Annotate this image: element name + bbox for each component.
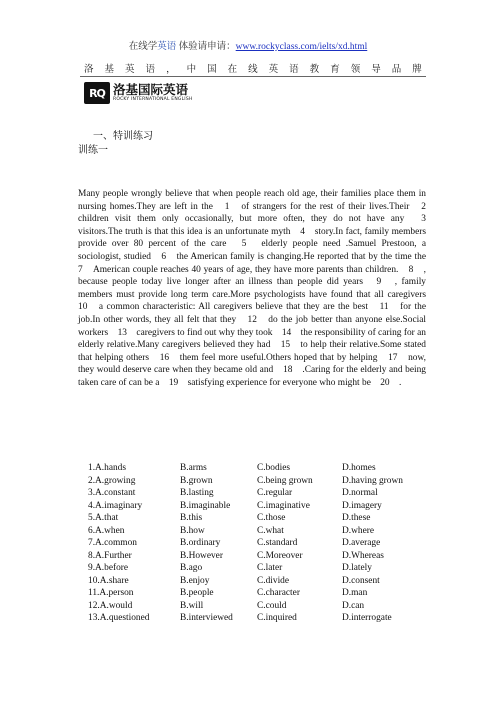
slogan-char: 语 [145,65,156,75]
slogan-char: 中 [186,65,197,75]
option-a: 8.A.Further [88,550,132,561]
option-a: 12.A.would [88,600,133,611]
option-b: B.how [180,525,205,536]
option-d: D.can [342,600,365,611]
option-d: D.these [342,513,371,523]
slogan-char: 基 [104,65,115,75]
option-b: B.this [180,513,203,523]
option-b: B.ordinary [180,538,221,548]
option-d: D.interrogate [342,613,392,623]
option-b: B.will [180,600,204,611]
option-a: 9.A.before [88,563,129,573]
logo-brand-name: 洛基国际英语 [113,81,189,97]
option-b: B.people [180,588,214,598]
promo-url-link[interactable]: www.rockyclass.com/ielts/xd.html [235,42,368,52]
slogan-char: 育 [330,65,340,75]
option-c: C.bodies [257,463,291,473]
option-c: C.later [257,563,283,573]
option-c: C.standard [257,538,298,548]
option-d: D.having grown [342,475,403,486]
option-d: D.man [342,588,368,598]
option-d: D.lately [342,563,372,573]
option-b: B.arms [180,463,207,473]
option-a: 13.A.questioned [88,613,150,623]
slogan-char: 教 [309,65,320,75]
option-b: B.lasting [180,488,214,498]
slogan-char: 线 [248,65,258,75]
option-a: 10.A.share [88,575,129,586]
brand-slogan [84,61,422,75]
option-c: C.inquired [257,613,297,623]
option-a: 3.A.constant [88,488,136,498]
section-title: 一、特训练习 [93,131,153,142]
cloze-passage: Many people wrongly believe that when people reach old age, their families place them in nursing homes.They are left in the 1 of strangers for the rest of their lives.Their 2 children visit them only occasionally, but more often, they do not have any 3 visitors.The truth is that this idea is an unfortunate myth 4 story.In fact, family members provide over 80 percent of the care 5 elderly people need .Samuel Prestoon, a sociologist, studied 6 the American family is changing.He reported that by the time the 7 American couple reaches 40 years of age, they have more parents than children. 8 , because people today live longer after an illness than people did years 9 , family members must provide long term care.More psychologists have found that all caregivers 10 a common characteristic: All caregivers believe that they are the best 11 for the job.In other words, they all felt that they 12 do the job better than anyone else.Social workers 13 caregivers to find out why they took 14 the responsibility of caring for an elderly relative.Many caregivers believed they had 15 to help their relative.Some stated that helping others 16 them feel more useful.Others hoped that by helping 17 now, they would deserve care when they became old and 18 .Caring for the elderly and being taken care of can be a 19 satisfying experience for everyone who might be 20 . [78,189,436,388]
slogan-char: 领 [350,65,361,75]
option-a: 2.A.growing [88,475,136,486]
option-d: D.where [342,525,375,536]
logo-brand-english: ROCKY INTERNATIONAL ENGLISH [113,97,193,102]
slogan-char: 语 [289,65,299,75]
option-d: D.consent [342,575,380,586]
option-c: C.those [257,513,286,523]
header-divider [80,76,426,77]
option-a: 4.A.imaginary [88,500,143,511]
option-a: 7.A.common [88,538,137,548]
slogan-char: 在 [227,65,238,75]
slogan-char: 品 [391,65,402,75]
option-b: B.grown [180,475,213,486]
option-d: D.imagery [342,500,382,511]
promo-prefix: 在线学 [128,42,158,52]
slogan-char: 牌 [412,65,422,75]
promo-english: 英语 [157,42,177,52]
option-c: C.could [257,600,287,611]
option-a: 6.A.when [88,525,125,536]
option-c: C.regular [257,488,293,498]
rocky-logo [84,80,194,106]
option-b: B.interviewed [180,613,233,623]
slogan-char: 英 [125,65,135,75]
option-c: C.being grown [257,475,313,486]
slogan-char: 英 [268,65,279,75]
site-promo-line [0,38,496,52]
option-c: C.what [257,525,284,536]
option-d: D.homes [342,463,376,473]
option-a: 11.A.person [88,588,134,598]
option-a: 5.A.that [88,513,119,523]
slogan-char: 导 [371,65,381,75]
option-c: C.divide [257,575,290,586]
option-b: B.However [180,550,223,561]
option-c: C.Moreover [257,550,303,561]
logo-mark-icon: RQ [84,82,110,104]
option-d: D.normal [342,488,378,498]
slogan-char: 国 [207,65,217,75]
option-c: C.character [257,588,300,598]
option-a: 1.A.hands [88,463,127,473]
option-d: D.average [342,538,381,548]
slogan-char: ， [166,65,176,75]
option-b: B.enjoy [180,575,210,586]
option-b: B.ago [180,563,203,573]
promo-middle: 体验请申请： [176,42,236,52]
exercise-title: 训练一 [78,145,108,156]
slogan-char: 洛 [84,65,94,75]
option-d: D.Whereas [342,550,384,561]
option-c: C.imaginative [257,500,310,511]
option-b: B.imaginable [180,500,231,511]
